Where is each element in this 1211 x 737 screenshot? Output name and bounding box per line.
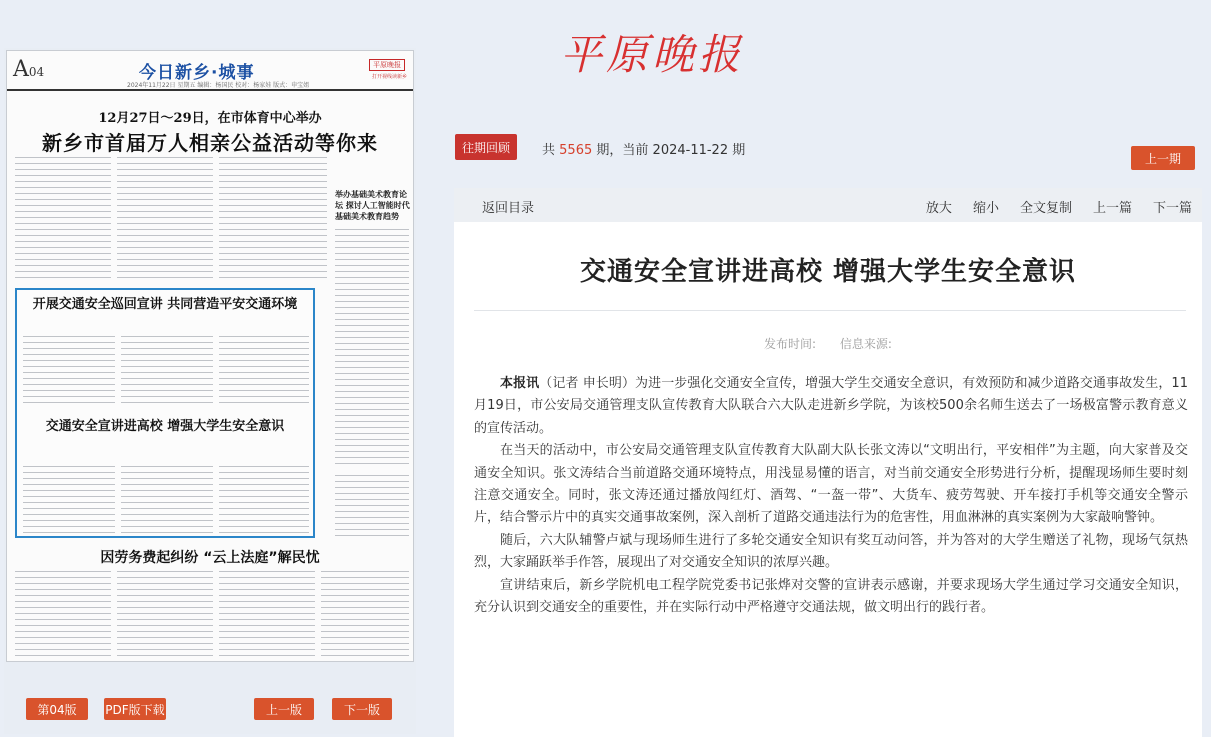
article-body <box>474 373 1188 619</box>
section-title: 今日新乡·城事 <box>139 63 255 83</box>
article-paragraph: 宣讲结束后，新乡学院机电工程学院党委书记张烨对交警的宣讲表示感谢，并要求现场大学生通过学习交通安全知识，充分认识到交通安全的重要性，并在实际行动中严格遵守交通法规，做文明出行的践行者。 <box>474 577 1188 616</box>
side-story-headline[interactable]: 举办基础美术教育论坛 探讨人工智能时代基础美术教育趋势 <box>335 190 410 221</box>
story-text-block <box>219 466 309 534</box>
box-headline-2: 交通安全宣讲进高校 增强大学生安全意识 <box>45 419 285 434</box>
story-text-block <box>321 571 409 659</box>
story-kicker[interactable]: 12月27日～29日，在市体育中心举办 <box>98 111 322 126</box>
story-text-block <box>23 336 115 408</box>
next-article-link[interactable]: 下一篇 <box>1152 201 1192 216</box>
paper-logo-tagline: 打开视线读新乡 <box>371 74 407 80</box>
story-text-block <box>219 336 309 408</box>
bottom-story-headline[interactable]: 因劳务费起纠纷 “云上法庭”解民忧 <box>100 550 320 566</box>
title-divider <box>474 310 1186 311</box>
issue-count: 5565 <box>559 143 593 158</box>
box-headline-1: 开展交通安全巡回宣讲 共同营造平安交通环境 <box>32 297 298 312</box>
page-header <box>7 51 413 91</box>
zoom-in-link[interactable]: 放大 <box>925 201 952 216</box>
issue-info: 共 5565 期，当前 2024-11-22 期 <box>542 143 746 158</box>
story-text-block <box>335 475 409 541</box>
story-text-block <box>23 466 115 534</box>
article-toolbar <box>454 188 1202 222</box>
article-paragraph: 随后，六大队辅警卢斌与现场师生进行了多轮交通安全知识有奖互动问答，并为答对的大学生赠送了礼物，现场气氛热烈，大家踊跃举手作答，展现出了对交通安全知识的浓厚兴趣。 <box>474 532 1188 571</box>
prev-article-link[interactable]: 上一篇 <box>1092 201 1132 216</box>
pdf-download-button[interactable]: PDF版下载 <box>104 698 166 720</box>
zoom-out-link[interactable]: 缩小 <box>972 201 999 216</box>
article-tools <box>905 197 1192 216</box>
prev-page-button[interactable]: 上一版 <box>254 698 314 720</box>
article-meta <box>454 335 1202 352</box>
story-text-block <box>335 229 409 469</box>
paper-logo: 平原晚报 <box>369 59 405 71</box>
current-issue-date: 2024-11-22 <box>652 143 729 158</box>
story-headline-main[interactable]: 新乡市首届万人相亲公益活动等你来 <box>42 131 378 155</box>
article-panel <box>454 188 1202 737</box>
page-number: A04 <box>13 57 45 82</box>
story-text-block <box>219 157 327 283</box>
publish-time-label: 发布时间: <box>764 337 817 351</box>
lead-tag: 本报讯 <box>500 376 540 391</box>
next-page-button[interactable]: 下一版 <box>332 698 392 720</box>
copy-all-link[interactable]: 全文复制 <box>1019 201 1072 216</box>
article-paragraph: 本报讯（记者 申长明）为进一步强化交通安全宣传，增强大学生交通安全意识，有效预防和减少道路交通事故发生，11月19日，市公安局交通管理支队宣传教育大队联合六大队走进新乡学院，为该校500余名师生送去了一场极富警示教育意义的宣传活动。 <box>474 376 1188 436</box>
article-title: 交通安全宣讲进高校 增强大学生安全意识 <box>579 257 1077 287</box>
source-label: 信息来源: <box>839 337 892 351</box>
issue-bar <box>455 134 1195 164</box>
article-paragraph: 在当天的活动中，市公安局交通管理支队宣传教育大队副大队长张文涛以“文明出行，平安相伴”为主题，向大家普及交通安全知识。张文涛结合当前道路交通环境特点，用浅显易懂的语言，对当前交通安全形势进行分析，提醒现场师生要时刻注意交通安全。同时，张文涛还通过播放闯红灯、酒驾、“一盔一带”、大货车、疲劳驾驶、开车接打手机等交通安全警示片，结合警示片中的真实交通事故案例，深入剖析了道路交通违法行为的危害性，用血淋淋的真实案例为大家敲响警钟。 <box>474 443 1188 526</box>
back-to-contents-link[interactable]: 返回目录 <box>482 201 535 216</box>
page-date-line: 2024年11月22日 星期五 编辑：杨国民 校对：杨家娃 版式：申宝姐 <box>127 82 310 89</box>
paper-preview-panel <box>4 48 416 734</box>
story-text-block <box>121 336 213 408</box>
story-text-block <box>117 157 213 283</box>
story-text-block <box>121 466 213 534</box>
past-issues-button[interactable]: 往期回顾 <box>455 134 517 160</box>
story-text-block <box>15 571 111 659</box>
story-text-block <box>117 571 213 659</box>
current-page-button[interactable]: 第04版 <box>26 698 88 720</box>
story-text-block <box>15 157 111 283</box>
masthead-logo: 平原晚报 <box>560 30 745 79</box>
newspaper-page-image[interactable] <box>6 50 414 662</box>
highlighted-story-box[interactable] <box>15 288 315 538</box>
prev-issue-button[interactable]: 上一期 <box>1131 146 1195 170</box>
story-text-block <box>219 571 315 659</box>
